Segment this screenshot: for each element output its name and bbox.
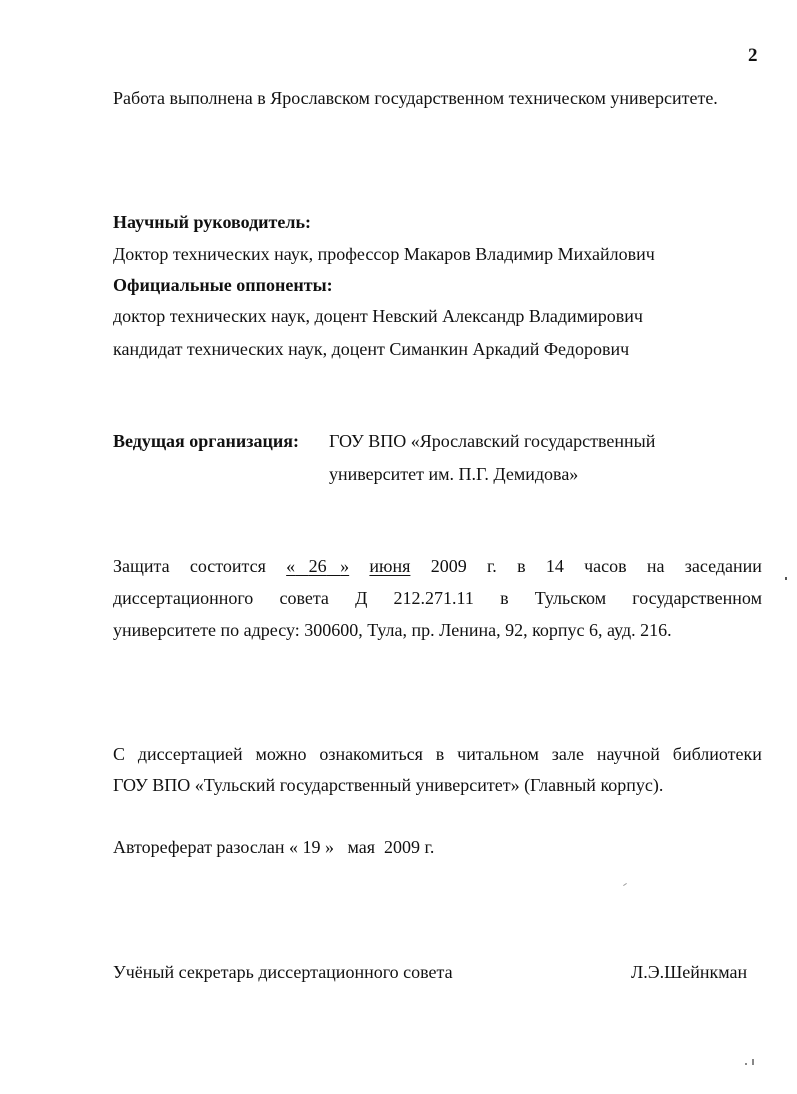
word: зале (551, 744, 585, 764)
date-month: июня (369, 556, 411, 576)
word: в (517, 556, 526, 576)
word: часов (584, 556, 627, 576)
opponents-heading: Официальные оппоненты: (113, 275, 333, 295)
word: на (646, 556, 665, 576)
scan-speck (745, 1063, 747, 1065)
word: читальном (457, 744, 539, 764)
word: научной (596, 744, 660, 764)
page-number: 2 (748, 45, 758, 66)
library-line-1 (113, 745, 762, 763)
word: диссертационного (113, 588, 254, 608)
word: 14 (545, 556, 564, 576)
date-day-group (286, 557, 349, 575)
scan-speck (752, 1059, 754, 1065)
opponent-2: кандидат технических наук, доцент Симанкин Аркадий Федорович (113, 339, 630, 359)
scan-speck (785, 577, 787, 580)
council-code: 212.271.11 (393, 588, 474, 608)
leading-org-line1: ГОУ ВПО «Ярославский государственный (329, 431, 656, 451)
opponent-1: доктор технических наук, доцент Невский Александр Владимирович (113, 306, 643, 326)
word: С (113, 744, 126, 764)
scan-speck (623, 883, 627, 886)
defense-line-3: университете по адресу: 300600, Тула, пр. Ленина, 92, корпус 6, ауд. 216. (113, 620, 672, 640)
defense-line-2 (113, 589, 762, 607)
word: в (500, 588, 509, 608)
supervisor-person: Доктор технических наук, профессор Макаров Владимир Михайлович (113, 244, 655, 264)
quote-close: » (340, 556, 350, 576)
word: заседании (684, 556, 762, 576)
intro-line: Работа выполнена в Ярославском государственном техническом университете. (113, 88, 718, 108)
word: 2009 (430, 556, 467, 576)
word: Защита (113, 556, 170, 576)
signature-title: Учёный секретарь диссертационного совета (113, 962, 453, 982)
word: Тульском (534, 588, 607, 608)
leading-org-label: Ведущая организация: (113, 431, 299, 451)
word: Д (355, 588, 368, 608)
defense-line-1 (113, 557, 762, 575)
word: можно (255, 744, 307, 764)
library-line-2: ГОУ ВПО «Тульский государственный университет» (Главный корпус). (113, 775, 664, 795)
date-day: 26 (308, 556, 327, 576)
word: диссертацией (137, 744, 243, 764)
signature-name: Л.Э.Шейнкман (631, 962, 748, 982)
word: совета (279, 588, 329, 608)
word: г. (486, 556, 497, 576)
supervisor-heading: Научный руководитель: (113, 212, 311, 232)
word: библиотеки (672, 744, 762, 764)
quote-open: « (286, 556, 296, 576)
word: состоится (189, 556, 266, 576)
word: государственном (632, 588, 762, 608)
mailing-date: Автореферат разослан « 19 » мая 2009 г. (113, 837, 435, 857)
word: в (435, 744, 445, 764)
word: ознакомиться (319, 744, 423, 764)
leading-org-line2: университет им. П.Г. Демидова» (329, 464, 579, 484)
